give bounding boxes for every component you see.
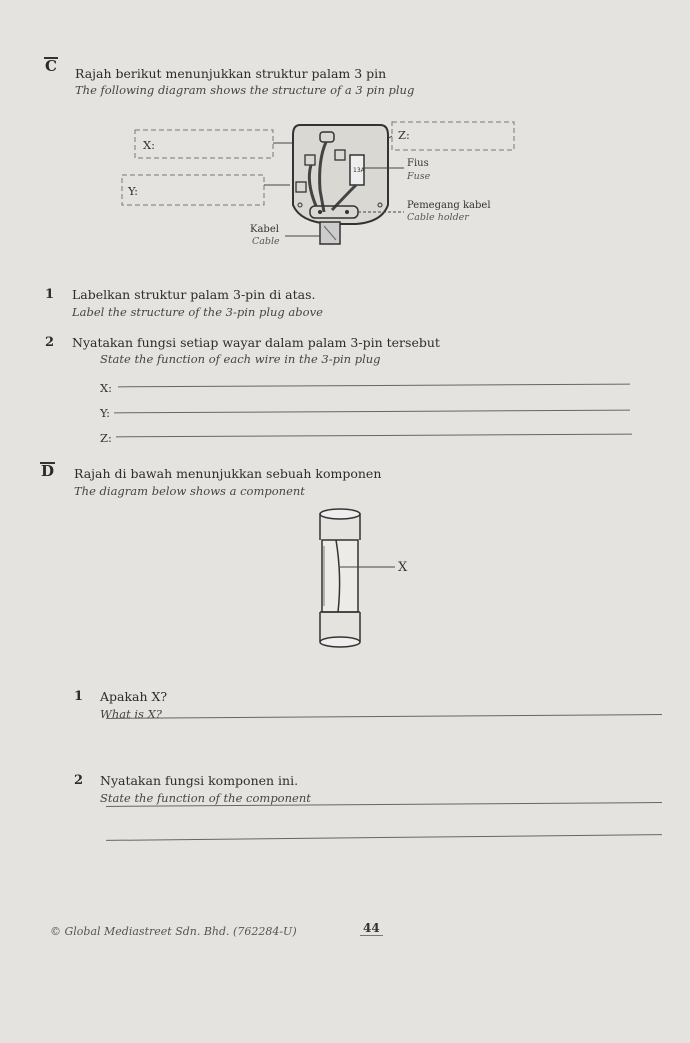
- holder-label-ms: Pemegang kabel: [407, 200, 491, 211]
- section-d-title-en: The diagram below shows a component: [74, 484, 305, 498]
- question-d1-en: What is X?: [100, 707, 162, 721]
- label-box-y: [122, 175, 264, 205]
- plug-body: [293, 125, 388, 224]
- cable-label-en: Cable: [252, 236, 280, 247]
- section-c-title-en: The following diagram shows the structure of a 3 pin plug: [75, 83, 415, 97]
- question-d2-en: State the function of the component: [100, 791, 311, 805]
- fuse-bottom-cap-base: [320, 637, 360, 647]
- question-d1-ms: Apakah X?: [100, 689, 168, 704]
- fuse-marking: 13A: [353, 167, 365, 174]
- diagram-label-z: Z:: [398, 128, 410, 142]
- fuse-component-diagram: [300, 500, 440, 655]
- question-c1-ms: Labelkan struktur palam 3-pin di atas.: [72, 287, 316, 302]
- question-c1-en: Label the structure of the 3-pin plug above: [72, 305, 323, 319]
- diagram-label-x: X:: [143, 138, 156, 152]
- section-c-letter: C: [45, 57, 57, 75]
- holder-screw-right: [345, 210, 349, 214]
- section-d-letter: D: [41, 462, 55, 480]
- holder-label-en: Cable holder: [407, 212, 469, 223]
- fius-label-ms: Fius: [407, 158, 429, 169]
- answer-line-y[interactable]: [114, 410, 630, 414]
- answer-line-z[interactable]: [116, 434, 632, 438]
- question-c2-ms: Nyatakan fungsi setiap wayar dalam palam 3-pin tersebut: [72, 335, 440, 350]
- plug-diagram: [0, 0, 690, 300]
- page-number: 44: [360, 921, 383, 936]
- label-box-x: [135, 130, 273, 158]
- question-c1-number: 1: [45, 287, 55, 302]
- footer-copyright: © Global Mediastreet Sdn. Bhd. (762284-U): [50, 925, 297, 938]
- fuse-label-en: Fuse: [407, 171, 431, 182]
- answer-label-x: X:: [100, 381, 113, 395]
- section-d-title-ms: Rajah di bawah menunjukkan sebuah komponen: [74, 466, 382, 481]
- answer-line-d1[interactable]: [106, 714, 662, 719]
- holder-screw-left: [318, 210, 322, 214]
- answer-label-y: Y:: [100, 406, 111, 420]
- kabel-label-ms: Kabel: [250, 224, 279, 235]
- answer-label-z: Z:: [100, 431, 112, 445]
- diagram-label-y: Y:: [128, 184, 139, 198]
- question-d2-ms: Nyatakan fungsi komponen ini.: [100, 773, 299, 788]
- question-d2-number: 2: [74, 773, 84, 788]
- question-d1-number: 1: [74, 689, 84, 704]
- answer-line-x[interactable]: [118, 384, 630, 388]
- fuse-component-label: X: [398, 560, 408, 575]
- question-c2-en: State the function of each wire in the 3-pin plug: [100, 352, 381, 366]
- label-box-z: [392, 122, 514, 150]
- question-c2-number: 2: [45, 335, 55, 350]
- answer-line-d2-b[interactable]: [106, 834, 662, 841]
- fuse-top-cap-top: [320, 509, 360, 519]
- section-c-title-ms: Rajah berikut menunjukkan struktur palam 3 pin: [75, 66, 387, 81]
